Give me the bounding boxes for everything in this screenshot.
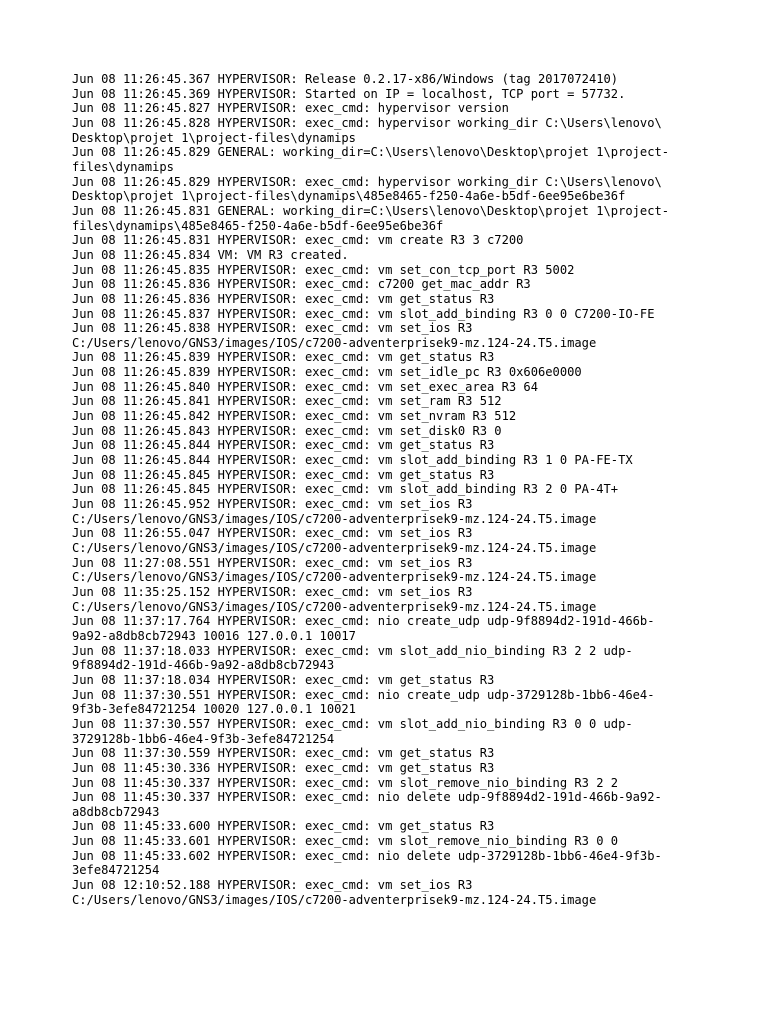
log-line: Jun 08 11:45:33.601 HYPERVISOR: exec_cmd: vm slot_remove_nio_binding R3 0 0 [72,834,619,849]
log-line: Jun 08 11:26:45.843 HYPERVISOR: exec_cmd: vm set_disk0 R3 0 [72,423,502,438]
log-line: Jun 08 11:26:45.841 HYPERVISOR: exec_cmd: vm set_ram R3 512 [72,394,502,409]
log-line: Jun 08 11:26:45.836 HYPERVISOR: exec_cmd: c7200 get_mac_addr R3 [72,277,531,292]
log-line: Jun 08 11:26:45.952 HYPERVISOR: exec_cmd: vm set_ios R3 [72,497,473,512]
log-line: Jun 08 11:26:45.829 GENERAL: working_dir=C:\Users\lenovo\Desktop\projet 1\project- [72,145,670,160]
log-line: Jun 08 11:26:45.840 HYPERVISOR: exec_cmd: vm set_exec_area R3 64 [72,379,538,394]
log-line: C:/Users/lenovo/GNS3/images/IOS/c7200-adventerprisek9-mz.124-24.T5.image [72,892,597,907]
log-line: C:/Users/lenovo/GNS3/images/IOS/c7200-adventerprisek9-mz.124-24.T5.image [72,511,597,526]
log-line: Jun 08 12:10:52.188 HYPERVISOR: exec_cmd: vm set_ios R3 [72,878,473,893]
log-line: Jun 08 11:45:30.337 HYPERVISOR: exec_cmd: nio delete udp-9f8894d2-191d-466b-9a92- [72,790,662,805]
log-line: 9f3b-3efe84721254 10020 127.0.0.1 10021 [72,702,356,717]
log-line: Jun 08 11:37:30.551 HYPERVISOR: exec_cmd: nio create_udp udp-3729128b-1bb6-46e4- [72,687,655,702]
log-line: 9f8894d2-191d-466b-9a92-a8db8cb72943 [72,658,335,673]
log-line: Jun 08 11:26:45.831 HYPERVISOR: exec_cmd: vm create R3 3 c7200 [72,233,524,248]
log-line: C:/Users/lenovo/GNS3/images/IOS/c7200-adventerprisek9-mz.124-24.T5.image [72,541,597,555]
log-line: Jun 08 11:26:45.839 HYPERVISOR: exec_cmd: vm set_idle_pc R3 0x606e0000 [72,365,582,380]
log-line: Jun 08 11:26:45.845 HYPERVISOR: exec_cmd: vm slot_add_binding R3 2 0 PA-4T+ [72,482,619,497]
log-line: Jun 08 11:37:30.559 HYPERVISOR: exec_cmd: vm get_status R3 [72,746,495,761]
log-line: C:/Users/lenovo/GNS3/images/IOS/c7200-adventerprisek9-mz.124-24.T5.image [72,599,597,614]
log-line: Jun 08 11:26:45.842 HYPERVISOR: exec_cmd: vm set_nvram R3 512 [72,409,517,424]
log-line: Jun 08 11:26:45.829 HYPERVISOR: exec_cmd: hypervisor working_dir C:\Users\lenovo\ [72,174,662,189]
log-line: Jun 08 11:45:33.602 HYPERVISOR: exec_cmd: nio delete udp-3729128b-1bb6-46e4-9f3b- [72,848,662,863]
log-line: Jun 08 11:26:55.047 HYPERVISOR: exec_cmd: vm set_ios R3 [72,526,473,541]
log-line: Jun 08 11:26:45.835 HYPERVISOR: exec_cmd: vm set_con_tcp_port R3 5002 [72,262,575,277]
log-line: 9a92-a8db8cb72943 10016 127.0.0.1 10017 [72,628,356,643]
log-line: Jun 08 11:45:33.600 HYPERVISOR: exec_cmd: vm get_status R3 [72,819,495,834]
log-line: Jun 08 11:37:18.034 HYPERVISOR: exec_cmd: vm get_status R3 [72,672,495,687]
log-line: Jun 08 11:37:30.557 HYPERVISOR: exec_cmd: vm slot_add_nio_binding R3 0 0 udp- [72,716,633,731]
log-line: Jun 08 11:26:45.367 HYPERVISOR: Release 0.2.17-x86/Windows (tag 2017072410) [72,72,619,86]
log-line: Jun 08 11:26:45.845 HYPERVISOR: exec_cmd: vm get_status R3 [72,467,495,482]
log-line: Jun 08 11:26:45.828 HYPERVISOR: exec_cmd: hypervisor working_dir C:\Users\lenovo\ [72,115,662,130]
log-line: a8db8cb72943 [72,804,160,819]
log-line: files\dynamips\485e8465-f250-4a6e-b5df-6ee95e6be36f [72,218,444,233]
log-line: Jun 08 11:26:45.844 HYPERVISOR: exec_cmd: vm slot_add_binding R3 1 0 PA-FE-TX [72,453,633,468]
log-line: 3efe84721254 [72,863,160,878]
log-line: Jun 08 11:26:45.839 HYPERVISOR: exec_cmd: vm get_status R3 [72,350,495,365]
log-line: Jun 08 11:26:45.831 GENERAL: working_dir=C:\Users\lenovo\Desktop\projet 1\project- [72,203,670,218]
log-line: Jun 08 11:26:45.369 HYPERVISOR: Started on IP = localhost, TCP port = 57732. [72,86,626,101]
log-line: C:/Users/lenovo/GNS3/images/IOS/c7200-adventerprisek9-mz.124-24.T5.image [72,570,597,585]
log-line: Jun 08 11:26:45.834 VM: VM R3 created. [72,247,349,262]
log-line: Desktop\projet 1\project-files\dynamips [72,130,356,145]
log-line: files\dynamips [72,159,174,174]
log-line: Jun 08 11:45:30.336 HYPERVISOR: exec_cmd: vm get_status R3 [72,760,495,775]
log-line: Jun 08 11:37:17.764 HYPERVISOR: exec_cmd: nio create_udp udp-9f8894d2-191d-466b- [72,614,655,629]
log-document [72,72,696,907]
log-line: Jun 08 11:27:08.551 HYPERVISOR: exec_cmd: vm set_ios R3 [72,555,473,570]
log-line: Jun 08 11:26:45.844 HYPERVISOR: exec_cmd: vm get_status R3 [72,438,495,453]
log-line: Jun 08 11:45:30.337 HYPERVISOR: exec_cmd: vm slot_remove_nio_binding R3 2 2 [72,775,619,790]
log-line: Jun 08 11:26:45.838 HYPERVISOR: exec_cmd: vm set_ios R3 [72,321,473,336]
log-line: Jun 08 11:26:45.827 HYPERVISOR: exec_cmd: hypervisor version [72,101,509,116]
log-line: Jun 08 11:26:45.836 HYPERVISOR: exec_cmd: vm get_status R3 [72,291,495,306]
log-line: Desktop\projet 1\project-files\dynamips\485e8465-f250-4a6e-b5df-6ee95e6be36f [72,189,626,204]
log-line: C:/Users/lenovo/GNS3/images/IOS/c7200-adventerprisek9-mz.124-24.T5.image [72,335,597,350]
log-line: Jun 08 11:37:18.033 HYPERVISOR: exec_cmd: vm slot_add_nio_binding R3 2 2 udp- [72,643,633,658]
log-line: Jun 08 11:26:45.837 HYPERVISOR: exec_cmd: vm slot_add_binding R3 0 0 C7200-IO-FE [72,306,655,321]
log-lines [72,72,696,907]
log-line: Jun 08 11:35:25.152 HYPERVISOR: exec_cmd: vm set_ios R3 [72,584,473,599]
log-line: 3729128b-1bb6-46e4-9f3b-3efe84721254 [72,731,335,746]
